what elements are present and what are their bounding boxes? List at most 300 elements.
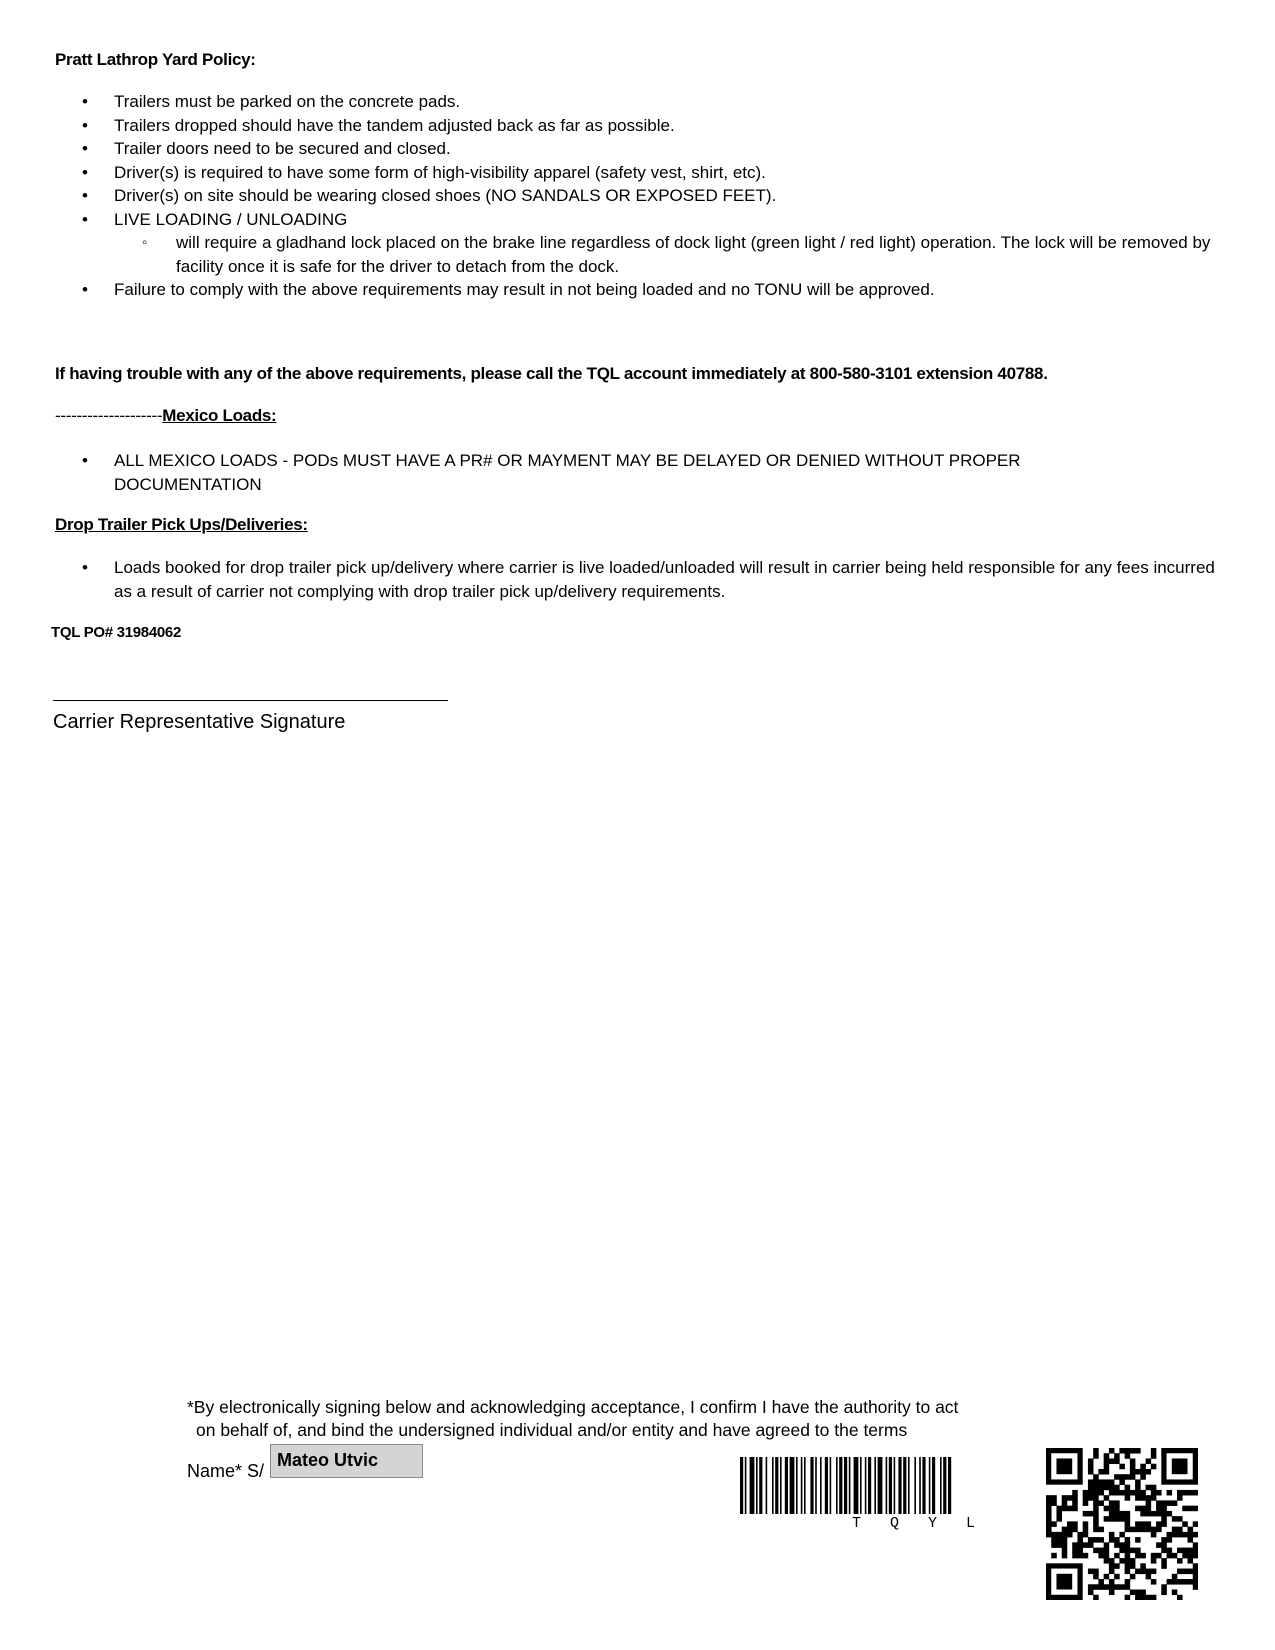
qr-module: [1109, 1511, 1115, 1517]
qr-module: [1109, 1532, 1115, 1538]
name-label: Name* S/: [187, 1461, 265, 1481]
qr-module: [1104, 1548, 1110, 1554]
drop-trailer-list: [52, 556, 1217, 603]
qr-module: [1114, 1553, 1120, 1559]
qr-module: [1051, 1495, 1057, 1501]
qr-module: [1151, 1553, 1157, 1559]
qr-module: [1177, 1548, 1183, 1554]
qr-module: [1109, 1537, 1115, 1543]
qr-module: [1072, 1490, 1078, 1496]
qr-module: [1088, 1569, 1094, 1575]
sub-list-item: ◦ will require a gladhand lock placed on the brake line regardless of dock light (green light / red light) operation. The lock will be removed by facility once it is safe for the driver to detach from the dock.: [114, 231, 1222, 278]
qr-module: [1093, 1506, 1099, 1512]
barcode-bar: [830, 1457, 832, 1514]
qr-module: [1125, 1516, 1131, 1522]
qr-module: [1125, 1579, 1131, 1585]
barcode-bar: [836, 1457, 838, 1514]
qr-module: [1098, 1537, 1104, 1543]
qr-module: [1193, 1521, 1198, 1527]
barcode-bar: [943, 1457, 946, 1514]
qr-module: [1093, 1537, 1099, 1543]
qr-module: [1067, 1532, 1073, 1538]
qr-module: [1182, 1569, 1188, 1575]
barcode-bar: [801, 1457, 803, 1514]
qr-module: [1135, 1448, 1141, 1454]
qr-module: [1193, 1563, 1198, 1569]
qr-module: [1177, 1516, 1183, 1522]
barcode-bar: [898, 1457, 901, 1514]
qr-module: [1151, 1511, 1157, 1517]
qr-module: [1114, 1574, 1120, 1580]
qr-module: [1056, 1532, 1062, 1538]
qr-module: [1119, 1448, 1125, 1454]
qr-module: [1146, 1500, 1152, 1506]
qr-module: [1188, 1490, 1194, 1496]
qr-module: [1161, 1516, 1167, 1522]
qr-module: [1167, 1579, 1173, 1585]
qr-module: [1161, 1537, 1167, 1543]
qr-module: [1130, 1574, 1136, 1580]
qr-module: [1098, 1527, 1104, 1533]
qr-module: [1114, 1485, 1120, 1491]
qr-module: [1062, 1527, 1068, 1533]
qr-module: [1088, 1584, 1094, 1590]
qr-module: [1125, 1485, 1131, 1491]
qr-module: [1151, 1495, 1157, 1501]
barcode-bar: [839, 1457, 842, 1514]
qr-module: [1109, 1500, 1115, 1506]
qr-module: [1072, 1495, 1078, 1501]
qr-code: [1046, 1448, 1198, 1600]
qr-module: [1156, 1500, 1162, 1506]
qr-module: [1046, 1506, 1052, 1512]
qr-module: [1046, 1516, 1052, 1522]
qr-module: [1135, 1553, 1141, 1559]
qr-module: [1182, 1548, 1188, 1554]
qr-module: [1104, 1464, 1110, 1470]
qr-module: [1046, 1511, 1052, 1517]
qr-module: [1109, 1584, 1115, 1590]
qr-module: [1188, 1537, 1194, 1543]
qr-module: [1193, 1490, 1198, 1496]
list-item: • ALL MEXICO LOADS - PODs MUST HAVE A PR# OR MAYMENT MAY BE DELAYED OR DENIED WITHOUT PROPER DOCUMENTATION: [52, 449, 1172, 496]
barcode-bar: [785, 1457, 788, 1514]
qr-module: [1088, 1458, 1094, 1464]
po-number: TQL PO# 31984062: [51, 624, 182, 641]
qr-finder-module: [1056, 1574, 1072, 1590]
qr-module: [1188, 1553, 1194, 1559]
qr-module: [1072, 1527, 1078, 1533]
qr-module: [1088, 1469, 1094, 1475]
barcode-bar: [868, 1457, 871, 1514]
qr-module: [1182, 1532, 1188, 1538]
list-item: • Driver(s) on site should be wearing closed shoes (NO SANDALS OR EXPOSED FEET).: [52, 184, 1222, 208]
qr-module: [1140, 1553, 1146, 1559]
qr-module: [1193, 1569, 1198, 1575]
qr-module: [1135, 1527, 1141, 1533]
qr-module: [1093, 1495, 1099, 1501]
qr-module: [1114, 1453, 1120, 1459]
acceptance-line-2: on behalf of, and bind the undersigned individual and/or entity and have agreed to the terms: [196, 1420, 908, 1440]
qr-module: [1146, 1527, 1152, 1533]
qr-module: [1172, 1527, 1178, 1533]
qr-module: [1161, 1563, 1167, 1569]
qr-module: [1083, 1511, 1089, 1517]
qr-module: [1140, 1521, 1146, 1527]
qr-module: [1130, 1448, 1136, 1454]
qr-module: [1098, 1469, 1104, 1475]
qr-module: [1172, 1516, 1178, 1522]
qr-module: [1177, 1495, 1183, 1501]
qr-module: [1067, 1495, 1073, 1501]
qr-module: [1146, 1469, 1152, 1475]
barcode-bar: [948, 1457, 951, 1514]
qr-module: [1140, 1506, 1146, 1512]
qr-module: [1156, 1553, 1162, 1559]
qr-module: [1177, 1527, 1183, 1533]
qr-module: [1046, 1500, 1052, 1506]
qr-module: [1098, 1548, 1104, 1554]
qr-module: [1083, 1532, 1089, 1538]
qr-module: [1109, 1563, 1115, 1569]
barcode-bar: [908, 1457, 910, 1514]
barcode-bar: [756, 1457, 758, 1514]
qr-module: [1125, 1495, 1131, 1501]
qr-module: [1119, 1542, 1125, 1548]
barcode-bar: [854, 1457, 859, 1514]
qr-module: [1193, 1584, 1198, 1590]
qr-module: [1140, 1474, 1146, 1480]
qr-module: [1067, 1506, 1073, 1512]
qr-module: [1119, 1516, 1125, 1522]
qr-module: [1193, 1532, 1198, 1538]
barcode-bar: [740, 1457, 743, 1514]
qr-module: [1140, 1590, 1146, 1596]
qr-module: [1119, 1490, 1125, 1496]
qr-module: [1167, 1548, 1173, 1554]
qr-module: [1119, 1479, 1125, 1485]
qr-module: [1109, 1569, 1115, 1575]
qr-module: [1130, 1558, 1136, 1564]
qr-module: [1135, 1495, 1141, 1501]
qr-module: [1130, 1464, 1136, 1470]
qr-module: [1062, 1532, 1068, 1538]
qr-module: [1125, 1521, 1131, 1527]
qr-module: [1161, 1511, 1167, 1517]
qr-module: [1135, 1490, 1141, 1496]
qr-module: [1188, 1527, 1194, 1533]
barcode-label-t: T: [852, 1515, 862, 1532]
list-item: • Trailers must be parked on the concrete pads.: [52, 90, 1222, 114]
qr-module: [1104, 1516, 1110, 1522]
barcode-bar: [844, 1457, 847, 1514]
qr-module: [1104, 1558, 1110, 1564]
qr-module: [1119, 1464, 1125, 1470]
qr-module: [1135, 1521, 1141, 1527]
qr-module: [1151, 1464, 1157, 1470]
barcode-bar: [796, 1457, 798, 1514]
acceptance-line-1: *By electronically signing below and acknowledging acceptance, I confirm I have the authority to act: [187, 1397, 959, 1417]
qr-module: [1125, 1474, 1131, 1480]
qr-module: [1172, 1574, 1178, 1580]
qr-module: [1182, 1579, 1188, 1585]
barcode-bar: [820, 1457, 822, 1514]
qr-module: [1098, 1579, 1104, 1585]
qr-module: [1146, 1521, 1152, 1527]
qr-module: [1072, 1521, 1078, 1527]
qr-module: [1177, 1532, 1183, 1538]
qr-module: [1188, 1569, 1194, 1575]
qr-module: [1125, 1490, 1131, 1496]
qr-module: [1051, 1532, 1057, 1538]
qr-module: [1056, 1506, 1062, 1512]
qr-module: [1146, 1495, 1152, 1501]
qr-module: [1093, 1548, 1099, 1554]
qr-module: [1119, 1474, 1125, 1480]
qr-module: [1056, 1511, 1062, 1517]
qr-module: [1151, 1448, 1157, 1454]
yard-policy-list: [52, 90, 1222, 302]
barcode-bar: [932, 1457, 935, 1514]
qr-module: [1188, 1548, 1194, 1554]
qr-module: [1119, 1511, 1125, 1517]
qr-module: [1062, 1548, 1068, 1554]
qr-module: [1088, 1495, 1094, 1501]
qr-module: [1125, 1558, 1131, 1564]
qr-module: [1062, 1542, 1068, 1548]
qr-module: [1146, 1595, 1152, 1600]
qr-module: [1135, 1506, 1141, 1512]
qr-module: [1104, 1584, 1110, 1590]
qr-module: [1072, 1553, 1078, 1559]
qr-module: [1161, 1506, 1167, 1512]
qr-module: [1188, 1558, 1194, 1564]
barcode-bar: [889, 1457, 892, 1514]
live-loading-label: LIVE LOADING / UNLOADING: [114, 209, 348, 229]
qr-module: [1056, 1516, 1062, 1522]
qr-module: [1114, 1516, 1120, 1522]
qr-module: [1167, 1500, 1173, 1506]
barcode-bar: [750, 1457, 755, 1514]
qr-module: [1098, 1553, 1104, 1559]
qr-module: [1151, 1532, 1157, 1538]
qr-module: [1083, 1527, 1089, 1533]
qr-module: [1109, 1579, 1115, 1585]
qr-module: [1093, 1500, 1099, 1506]
name-field[interactable]: Mateo Utvic: [270, 1444, 423, 1478]
qr-module: [1140, 1469, 1146, 1475]
qr-module: [1146, 1569, 1152, 1575]
qr-module: [1104, 1485, 1110, 1491]
qr-module: [1046, 1521, 1052, 1527]
qr-module: [1046, 1532, 1052, 1538]
qr-module: [1177, 1558, 1183, 1564]
qr-module: [1130, 1527, 1136, 1533]
qr-module: [1177, 1569, 1183, 1575]
qr-module: [1140, 1569, 1146, 1575]
barcode-bar: [929, 1457, 931, 1514]
qr-module: [1062, 1506, 1068, 1512]
qr-module: [1088, 1485, 1094, 1491]
list-item: [52, 208, 1222, 279]
qr-module: [1093, 1584, 1099, 1590]
qr-module: [1114, 1563, 1120, 1569]
barcode-bar: [825, 1457, 828, 1514]
qr-module: [1167, 1537, 1173, 1543]
qr-module: [1125, 1553, 1131, 1559]
qr-module: [1109, 1590, 1115, 1596]
qr-module: [1156, 1511, 1162, 1517]
qr-module: [1151, 1579, 1157, 1585]
yard-policy-title: Pratt Lathrop Yard Policy:: [55, 50, 256, 69]
qr-module: [1083, 1553, 1089, 1559]
qr-module: [1098, 1485, 1104, 1491]
qr-module: [1093, 1490, 1099, 1496]
qr-module: [1046, 1495, 1052, 1501]
qr-module: [1051, 1542, 1057, 1548]
qr-module: [1125, 1584, 1131, 1590]
qr-module: [1077, 1553, 1083, 1559]
qr-module: [1114, 1584, 1120, 1590]
qr-module: [1104, 1479, 1110, 1485]
qr-module: [1140, 1511, 1146, 1517]
qr-module: [1119, 1584, 1125, 1590]
barcode-bar: [780, 1457, 782, 1514]
barcode-bar: [766, 1457, 768, 1514]
qr-module: [1109, 1458, 1115, 1464]
barcode-bar: [815, 1457, 817, 1514]
qr-module: [1088, 1511, 1094, 1517]
barcode-label-l: L: [966, 1515, 976, 1532]
qr-module: [1114, 1474, 1120, 1480]
qr-module: [1151, 1558, 1157, 1564]
qr-module: [1135, 1569, 1141, 1575]
qr-module: [1093, 1474, 1099, 1480]
qr-module: [1156, 1527, 1162, 1533]
qr-module: [1167, 1511, 1173, 1517]
qr-module: [1104, 1469, 1110, 1475]
qr-module: [1140, 1464, 1146, 1470]
qr-module: [1109, 1558, 1115, 1564]
qr-module: [1093, 1511, 1099, 1517]
barcode-bar: [790, 1457, 795, 1514]
list-item: • Trailers dropped should have the tandem adjusted back as far as possible.: [52, 114, 1222, 138]
qr-module: [1161, 1500, 1167, 1506]
qr-module: [1161, 1542, 1167, 1548]
qr-finder-module: [1056, 1458, 1072, 1474]
qr-module: [1188, 1532, 1194, 1538]
qr-module: [1188, 1506, 1194, 1512]
qr-module: [1177, 1579, 1183, 1585]
trouble-notice: If having trouble with any of the above requirements, please call the TQL account immediately at 800-580-3101 extension 40788.: [55, 364, 1048, 383]
qr-module: [1193, 1506, 1198, 1512]
qr-module: [1156, 1506, 1162, 1512]
qr-module: [1088, 1490, 1094, 1496]
qr-module: [1156, 1521, 1162, 1527]
qr-module: [1104, 1458, 1110, 1464]
barcode-bar: [810, 1457, 813, 1514]
qr-module: [1193, 1553, 1198, 1559]
qr-module: [1104, 1574, 1110, 1580]
qr-module: [1140, 1563, 1146, 1569]
qr-module: [1151, 1595, 1157, 1600]
qr-module: [1098, 1479, 1104, 1485]
barcode-bar: [894, 1457, 896, 1514]
qr-module: [1104, 1542, 1110, 1548]
qr-module: [1146, 1506, 1152, 1512]
qr-module: [1135, 1595, 1141, 1600]
list-item: • Driver(s) is required to have some form of high-visibility apparel (safety vest, shirt, etc).: [52, 161, 1222, 185]
qr-module: [1188, 1579, 1194, 1585]
qr-module: [1093, 1479, 1099, 1485]
qr-module: [1167, 1490, 1173, 1496]
qr-module: [1093, 1595, 1099, 1600]
qr-module: [1125, 1569, 1131, 1575]
qr-module: [1146, 1511, 1152, 1517]
qr-module: [1093, 1485, 1099, 1491]
qr-module: [1125, 1537, 1131, 1543]
qr-module: [1098, 1500, 1104, 1506]
qr-module: [1135, 1537, 1141, 1543]
qr-module: [1130, 1458, 1136, 1464]
barcode: [740, 1457, 1025, 1517]
qr-module: [1067, 1521, 1073, 1527]
qr-module: [1077, 1542, 1083, 1548]
qr-module: [1109, 1448, 1115, 1454]
qr-module: [1083, 1521, 1089, 1527]
qr-module: [1156, 1490, 1162, 1496]
qr-module: [1093, 1448, 1099, 1454]
barcode-bar: [886, 1457, 888, 1514]
qr-module: [1135, 1479, 1141, 1485]
qr-module: [1130, 1548, 1136, 1554]
mexico-loads-title: Mexico Loads:: [162, 406, 277, 425]
qr-module: [1072, 1542, 1078, 1548]
qr-module: [1093, 1569, 1099, 1575]
qr-module: [1161, 1558, 1167, 1564]
qr-module: [1193, 1574, 1198, 1580]
qr-module: [1083, 1542, 1089, 1548]
qr-module: [1114, 1500, 1120, 1506]
qr-module: [1146, 1458, 1152, 1464]
qr-module: [1140, 1495, 1146, 1501]
mexico-loads-heading: [55, 406, 276, 426]
qr-module: [1156, 1542, 1162, 1548]
qr-module: [1077, 1532, 1083, 1538]
list-item: • Trailer doors need to be secured and closed.: [52, 137, 1222, 161]
qr-module: [1072, 1548, 1078, 1554]
qr-module: [1109, 1506, 1115, 1512]
barcode-bar: [922, 1457, 925, 1514]
qr-module: [1130, 1474, 1136, 1480]
qr-module: [1062, 1553, 1068, 1559]
qr-module: [1119, 1548, 1125, 1554]
qr-module: [1161, 1584, 1167, 1590]
qr-module: [1135, 1548, 1141, 1554]
barcode-bar: [849, 1457, 851, 1514]
qr-module: [1193, 1548, 1198, 1554]
barcode-bar: [804, 1457, 806, 1514]
list-item: • Failure to comply with the above requirements may result in not being loaded and no TONU will be approved.: [52, 278, 1222, 302]
signature-line: [53, 700, 448, 701]
qr-module: [1077, 1548, 1083, 1554]
qr-module: [1119, 1532, 1125, 1538]
qr-module: [1072, 1500, 1078, 1506]
qr-module: [1182, 1490, 1188, 1496]
qr-module: [1051, 1521, 1057, 1527]
qr-module: [1125, 1548, 1131, 1554]
qr-module: [1140, 1527, 1146, 1533]
